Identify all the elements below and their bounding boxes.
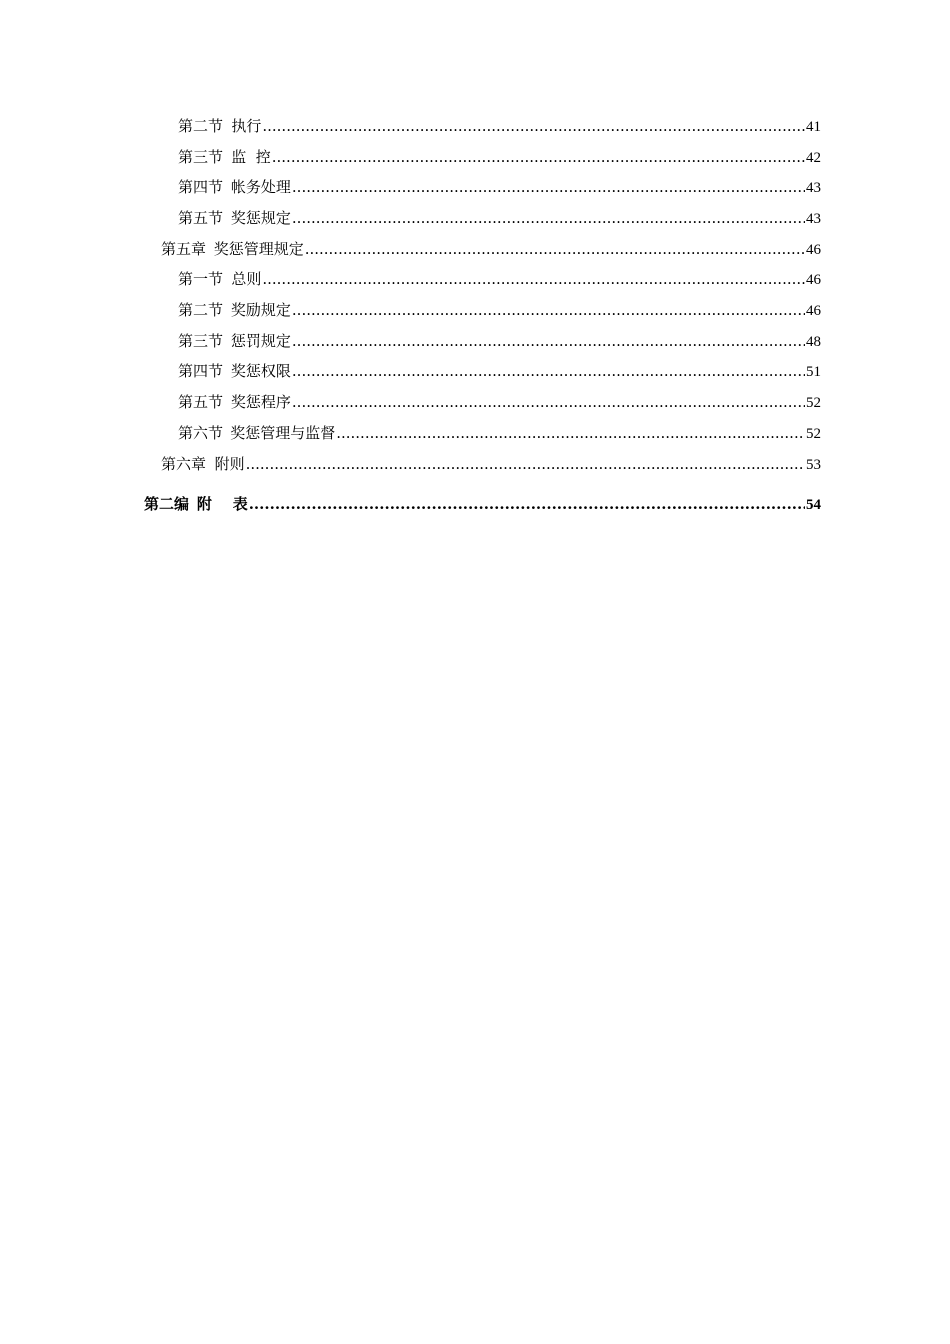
toc-entry-page: 41: [806, 119, 821, 135]
toc-entry[interactable]: [178, 114, 821, 138]
toc-entry-page: 51: [806, 364, 821, 380]
toc-entry-page: 46: [806, 272, 821, 288]
toc-entry-page: 52: [806, 426, 821, 442]
toc-entry-title: 附则: [214, 455, 245, 473]
toc-entry[interactable]: [178, 298, 821, 322]
toc-entry-number: 第二节: [178, 301, 224, 319]
toc-entry-title: 附 表: [196, 495, 248, 513]
toc-entry[interactable]: [178, 390, 821, 414]
toc-entry[interactable]: [178, 267, 821, 291]
toc-entry-number: 第四节: [178, 178, 224, 196]
toc-entry-number: 第一节: [178, 270, 224, 288]
toc-entry-title: 执行: [231, 117, 262, 135]
toc-leader-dots: [292, 206, 805, 230]
toc-entry-title: 惩罚规定: [230, 332, 291, 350]
toc-leader-dots: [246, 452, 805, 476]
toc-entry-number: 第二编: [144, 495, 190, 513]
toc-leader-dots: [272, 145, 805, 169]
toc-leader-dots: [292, 390, 805, 414]
toc-entry-number: 第五节: [178, 393, 224, 411]
toc-entry[interactable]: [178, 206, 821, 230]
toc-entry-page: 53: [806, 457, 821, 473]
toc-entry-title: 奖惩权限: [230, 362, 291, 380]
toc-entry[interactable]: [178, 329, 821, 353]
toc-leader-dots: [249, 492, 805, 516]
toc-entry-page: 43: [806, 180, 821, 196]
toc-entry-title: 奖惩程序: [230, 393, 291, 411]
toc-entry-number: 第三节: [178, 148, 224, 166]
toc-entry-number: 第六章: [161, 455, 207, 473]
toc-entry-page: 46: [806, 303, 821, 319]
toc-entry-number: 第六节: [178, 424, 224, 442]
toc-entry-number: 第五章: [161, 240, 207, 258]
toc-leader-dots: [336, 421, 805, 445]
toc-entry[interactable]: [161, 237, 821, 261]
toc-leader-dots: [305, 237, 805, 261]
toc-entry-title: 奖励规定: [230, 301, 291, 319]
toc-entry-title: 奖惩规定: [230, 209, 291, 227]
toc-entry-title: 奖惩管理规定: [213, 240, 304, 258]
toc-leader-dots: [292, 298, 805, 322]
toc-entry-number: 第二节: [178, 117, 224, 135]
toc-leader-dots: [292, 175, 805, 199]
toc-entry-number: 第三节: [178, 332, 224, 350]
toc-entry[interactable]: [178, 359, 821, 383]
toc-entry-page: 52: [806, 395, 821, 411]
toc-leader-dots: [292, 329, 805, 353]
toc-entry[interactable]: [144, 492, 821, 516]
toc-entry-page: 46: [806, 242, 821, 258]
toc-entry-number: 第四节: [178, 362, 224, 380]
toc-leader-dots: [262, 114, 805, 138]
toc-leader-dots: [292, 359, 805, 383]
toc-leader-dots: [262, 267, 805, 291]
toc-entry-title: 监 控: [231, 148, 271, 166]
toc-entry[interactable]: [178, 145, 821, 169]
toc-entry-title: 总则: [231, 270, 262, 288]
toc-entry-page: 42: [806, 150, 821, 166]
toc-entry[interactable]: [178, 175, 821, 199]
toc-entry-page: 48: [806, 334, 821, 350]
toc-entry-title: 帐务处理: [230, 178, 291, 196]
toc-entry-title: 奖惩管理与监督: [230, 424, 336, 442]
toc-entry-number: 第五节: [178, 209, 224, 227]
toc-entry-page: 43: [806, 211, 821, 227]
toc-entry[interactable]: [161, 452, 821, 476]
toc-entry-page: 54: [806, 497, 821, 513]
toc-entry[interactable]: [178, 421, 821, 445]
